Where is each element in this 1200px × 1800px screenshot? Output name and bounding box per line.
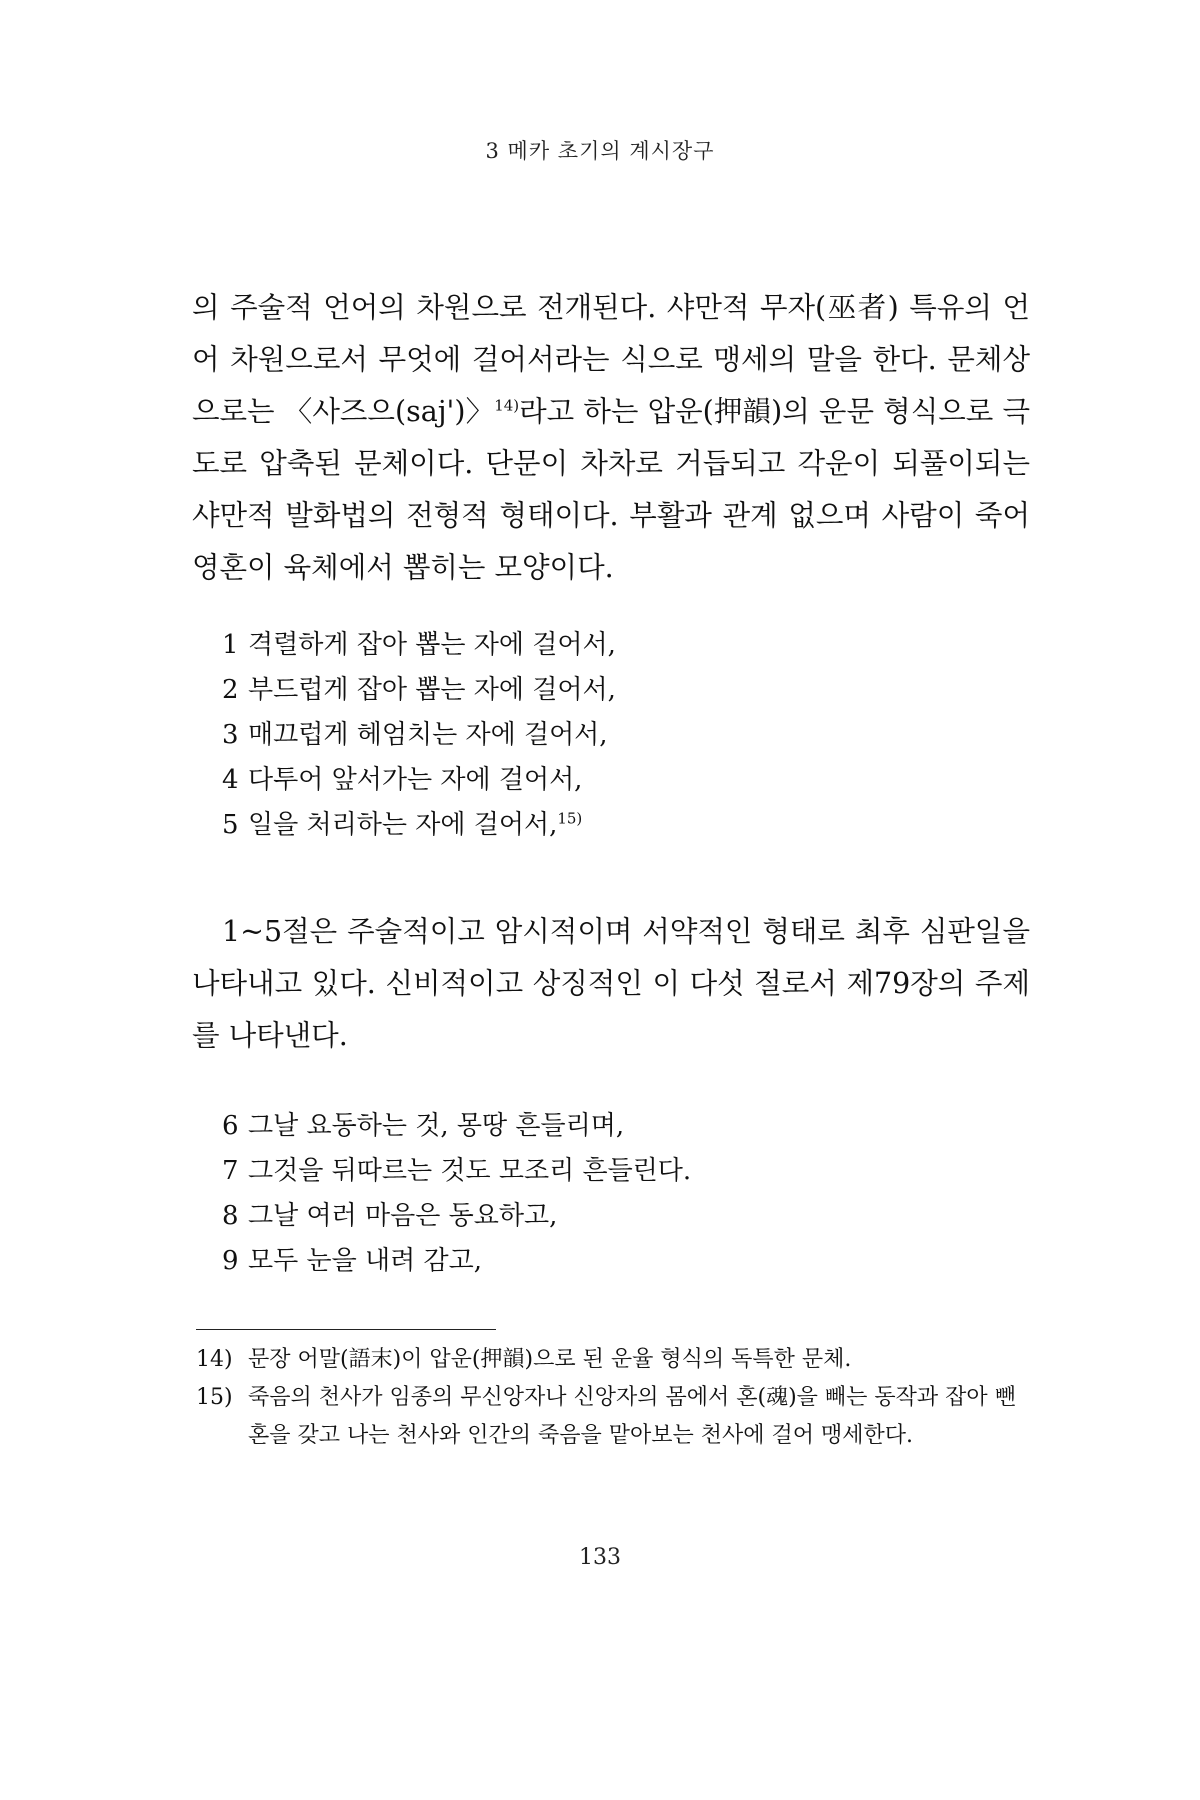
verse-text: 매끄럽게 헤엄치는 자에 걸어서, xyxy=(248,720,608,750)
verse-number: 4 xyxy=(222,765,239,795)
verse-number: 7 xyxy=(222,1156,239,1186)
verse-number: 2 xyxy=(222,675,239,705)
verse-line xyxy=(222,1149,1002,1194)
verse-line xyxy=(222,668,1002,713)
body-paragraph-2 xyxy=(192,906,1030,1062)
footnote-reference-14[interactable]: 14) xyxy=(494,396,520,415)
verse-number: 6 xyxy=(222,1111,239,1141)
footnote-text: 문장 어말(語末)이 압운(押韻)으로 된 운율 형식의 독특한 문체. xyxy=(248,1347,852,1372)
verse-line xyxy=(222,1104,1002,1149)
footnote-14 xyxy=(196,1341,1030,1379)
verse-number: 5 xyxy=(222,810,239,840)
verse-block-1 xyxy=(222,623,1002,848)
paragraph-text: 1~5절은 주술적이고 암시적이며 서약적인 형태로 최후 심판일을 나타내고 있다. 신비적이고 상징적인 이 다섯 절로서 제79장의 주제를 나타낸다. xyxy=(192,915,1030,1052)
footnote-15 xyxy=(196,1379,1030,1455)
footnote-number: 15) xyxy=(196,1385,233,1410)
verse-number: 1 xyxy=(222,630,239,660)
verse-line xyxy=(222,1194,1002,1239)
verse-number: 8 xyxy=(222,1201,239,1231)
verse-block-2 xyxy=(222,1104,1002,1284)
page-number: 133 xyxy=(579,1545,621,1570)
paragraph-text: 의 주술적 언어의 차원으로 전개된다. 샤만적 무자(巫者) 특유의 언어 차원으로서 무엇에 걸어서라는 식으로 맹세의 말을 한다. 문체상으로는 〈사즈으(saj')〉 xyxy=(192,291,1030,428)
verse-text: 부드럽게 잡아 뽑는 자에 걸어서, xyxy=(248,675,616,705)
verse-line xyxy=(222,758,1002,803)
running-header: 3 메카 초기의 계시장구 xyxy=(485,139,715,163)
body-paragraph-1 xyxy=(192,282,1030,594)
verse-text: 모두 눈을 내려 감고, xyxy=(248,1246,482,1276)
footnote-text: 죽음의 천사가 임종의 무신앙자나 신앙자의 몸에서 혼(魂)을 빼는 동작과 잡아 뺀 혼을 갖고 나는 천사와 인간의 죽음을 맡아보는 천사에 걸어 맹세한다. xyxy=(248,1385,1016,1448)
verse-text: 다투어 앞서가는 자에 걸어서, xyxy=(248,765,583,795)
verse-text: 그날 여러 마음은 동요하고, xyxy=(248,1201,558,1231)
verse-line xyxy=(222,1239,1002,1284)
footnote-reference-15[interactable]: 15) xyxy=(557,809,583,828)
verse-line xyxy=(222,623,1002,668)
verse-text: 그날 요동하는 것, 몽땅 흔들리며, xyxy=(248,1111,625,1141)
verse-line xyxy=(222,803,1002,848)
paragraph-text: 라고 하는 압운(押韻)의 운문 형식으로 극도로 압축된 문체이다. 단문이 차차로 거듭되고 각운이 되풀이되는 샤만적 발화법의 전형적 형태이다. 부활과 관계 없으며 사람이 죽어 영혼이 육체에서 뽑히는 모양이다. xyxy=(192,395,1030,584)
verse-text: 그것을 뒤따르는 것도 모조리 흔들린다. xyxy=(248,1156,692,1186)
verse-text: 일을 처리하는 자에 걸어서, xyxy=(248,810,558,840)
footnote-number: 14) xyxy=(196,1347,233,1372)
verse-line xyxy=(222,713,1002,758)
verse-number: 9 xyxy=(222,1246,239,1276)
footnotes xyxy=(196,1341,1030,1455)
footnote-divider xyxy=(196,1329,496,1330)
verse-number: 3 xyxy=(222,720,239,750)
verse-text: 격렬하게 잡아 뽑는 자에 걸어서, xyxy=(248,630,616,660)
